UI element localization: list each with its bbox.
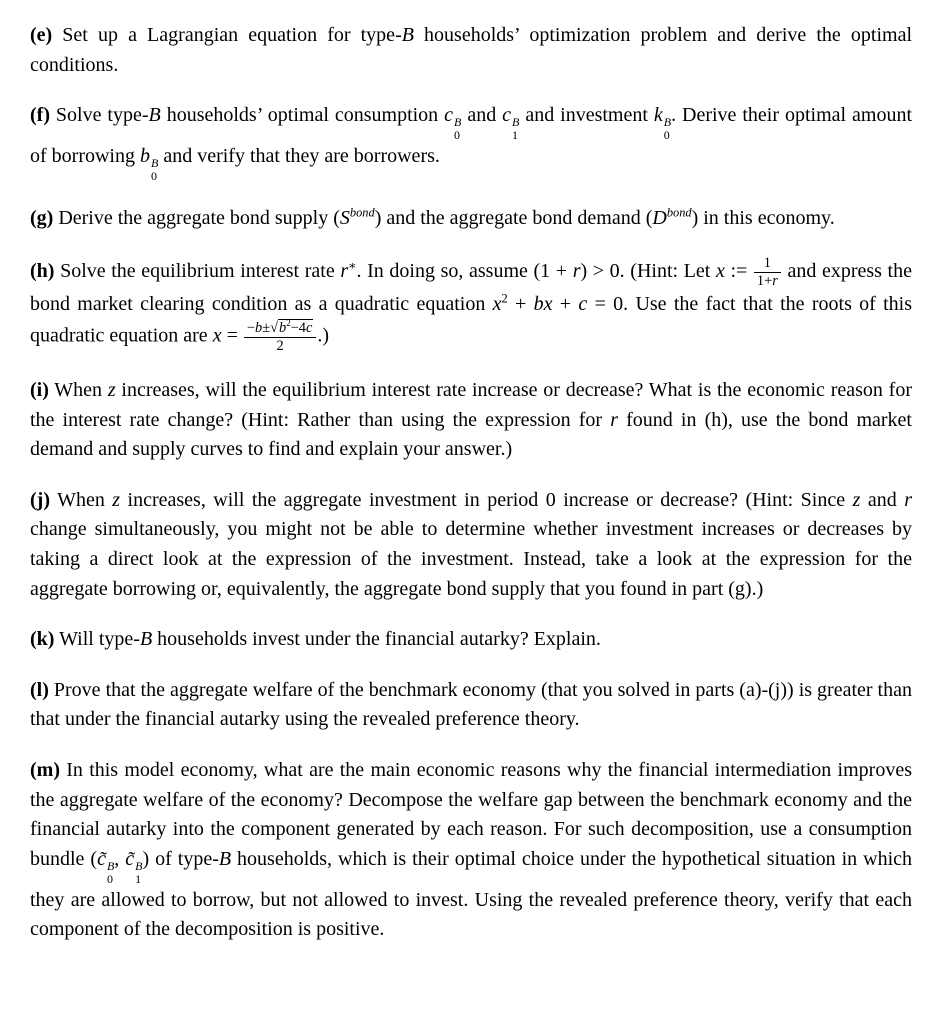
problem-paragraph-e: (e) Set up a Lagrangian equation for type-B households’ optimization problem and derive the optimal conditions.	[30, 24, 913, 76]
problem-paragraph-f: (f) Solve type-B households’ optimal consumption c B 0 and c B 1 and investment k B 0 . Derive their optimal amount of borrowing b B 0 and verify that they are borrowers.	[30, 104, 913, 184]
problem-paragraph-l: (l) Prove that the aggregate welfare of the benchmark economy (that you solved in parts (a)-(j)) is greater than that under the financial autarky using the revealed preference theory.	[30, 678, 912, 731]
problem-paragraph-g: (g) Derive the aggregate bond supply $(S^{bond})$ and the aggregate bond demand $(D^{bond})$ in this economy.	[30, 205, 835, 230]
problem-paragraph-k: (k) Will type-B households invest under the financial autarky? Explain.	[30, 628, 601, 651]
problem-paragraph-m: (m) In this model economy, what are the main economic reasons why the financial intermediation improves the aggregate welfare of the economy? Decompose the welfare gap between the benchmark economy and the financial autarky into the component generated by each reason. For such decomposition, use a consumption bundle (c̃ B 0 , c̃ B 1 ) of type-B households, which is their optimal choice under the hypothetical situation in which they are allowed to borrow, but not allowed to invest. Using the revealed preference theory, verify that each component of the decomposition is positive.	[30, 758, 912, 941]
problem-paragraph-h: (h) Solve the equilibrium interest rate r∗. In doing so, assume (1 + r) > 0. (Hint: Let x := $\frac{1}{1+r}$ and express the bond market clearing condition as a quadratic equation $x^2$ + bx + c = 0. Use the fact that the roots of this quadratic equation are x = $\frac{-b\pm√b^2-4c}{2}$ .)	[30, 254, 912, 354]
problem-paragraph-i: (i) When z increases, will the equilibrium interest rate increase or decrease? What is the economic reason for the interest rate change? (Hint: Rather than using the expression for r found in (h), use the bond market demand and supply curves to find and explain your answer.)	[30, 378, 912, 461]
problem-paragraph-j: (j) When z increases, will the aggregate investment in period 0 increase or decrease? (Hint: Since z and r change simultaneously, you might not be able to determine whether investment increases or decreases by taking a direct look at the expression of the investment. Instead, take a look at the expression for the aggregate borrowing or, equivalently, the aggregate bond supply that you found in part (g).)	[30, 488, 912, 600]
